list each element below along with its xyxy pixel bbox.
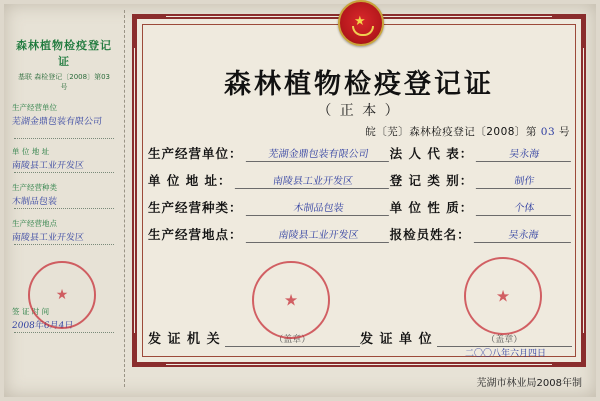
field-label: 单 位 地 址： [148,173,232,188]
emblem-gear-icon [352,26,374,36]
field-label: 生产经营单位： [148,146,243,161]
stub-row-value: 南陵县工业开发区 [11,233,85,243]
serial-suffix: 号 [559,126,570,138]
field-group [390,144,572,162]
seal-star-icon: ★ [55,287,69,303]
corner-ornament-top-right [552,14,586,48]
field-group [148,171,390,189]
stub-title: 森林植物检疫登记证 [16,39,112,68]
field-label: 生产经营地点： [148,227,243,242]
field-row [148,144,572,162]
seal-star-icon: ★ [283,290,299,310]
issuer-red-seal-icon [252,261,330,339]
stub-row-label: 生产经营单位 [12,103,57,112]
field-row [148,225,572,243]
field-label: 生产经营种类： [148,200,243,215]
unit-red-seal-icon [464,257,542,335]
stub-row-label: 单 位 地 址 [12,147,50,156]
field-row [148,171,572,189]
unit-label: 发 证 单 位 [360,332,433,347]
stub-row-value: 2008年6月4日 [11,321,74,331]
stub-row [12,182,116,207]
stub-row-value: 木制品包装 [11,197,58,207]
stub-divider [14,244,114,245]
serial-number: 03 [540,126,556,138]
field-group [148,225,390,243]
stub-sub-note: 森检登记〔2008〕第03号 [34,73,110,91]
stub-row [12,146,116,171]
field-label: 单 位 性 质： [389,200,474,215]
stub-divider [14,332,114,333]
issuer-group [148,328,360,347]
field-value: 吴永海 [476,145,573,162]
field-label: 报检员姓名： [389,227,471,242]
stub-row-value: 南陵县工业开发区 [11,161,85,171]
unit-value: （盖章） [437,332,572,347]
field-label: 法 人 代 表： [389,146,474,161]
certificate-body [132,14,586,367]
unit-group [360,328,572,347]
certificate-title: 森林植物检疫登记证 [224,69,494,100]
emblem-star-icon: ★ [354,13,366,29]
perforation-line [124,10,125,387]
stub-row-label: 签 证 时 间 [12,307,50,316]
certificate-serial [365,124,570,139]
field-value: 吴永海 [473,226,573,243]
field-value: 南陵县工业开发区 [234,172,390,189]
field-group [390,225,572,243]
serial-prefix: 皖〔芜〕森林检疫登记〔2008〕第 [365,126,537,138]
issue-date: 二〇〇八年六月四日 [464,349,546,359]
certificate-subtitle: （ 正 本 ） [317,103,401,119]
national-emblem-icon [338,0,384,46]
field-group [390,198,572,216]
certificate-fields [148,144,572,252]
field-value: 个体 [476,199,573,216]
stub-row [12,218,116,243]
field-label: 登 记 类 别： [389,173,474,188]
issuer-label: 发 证 机 关 [148,332,221,347]
seal-star-icon: ★ [495,286,511,306]
stub-row-label: 生产经营种类 [12,183,57,192]
field-value: 木制品包装 [245,199,391,216]
certificate-stub [10,10,118,375]
field-group [148,144,390,162]
field-value: 制作 [476,172,573,189]
stub-row-value: 芜湖金鼎包装有限公司 [11,117,103,127]
stub-sub-label: 基联 [18,73,33,81]
stub-red-seal-icon [28,261,96,329]
field-value: 南陵县工业开发区 [245,226,391,243]
corner-ornament-top-left [132,14,166,48]
field-row [148,198,572,216]
certificate-paper [4,4,596,397]
field-group [148,198,390,216]
stub-divider [14,172,114,173]
field-group [390,171,572,189]
field-value: 芜湖金鼎包装有限公司 [245,145,391,162]
stub-row-label: 生产经营地点 [12,219,57,228]
issuer-value: （盖章） [225,332,360,347]
stub-divider [14,138,114,139]
stub-divider [14,208,114,209]
stub-subtitle [16,72,112,92]
stub-row [12,102,116,127]
footer-note: 芜湖市林业局2008年制 [476,378,582,389]
